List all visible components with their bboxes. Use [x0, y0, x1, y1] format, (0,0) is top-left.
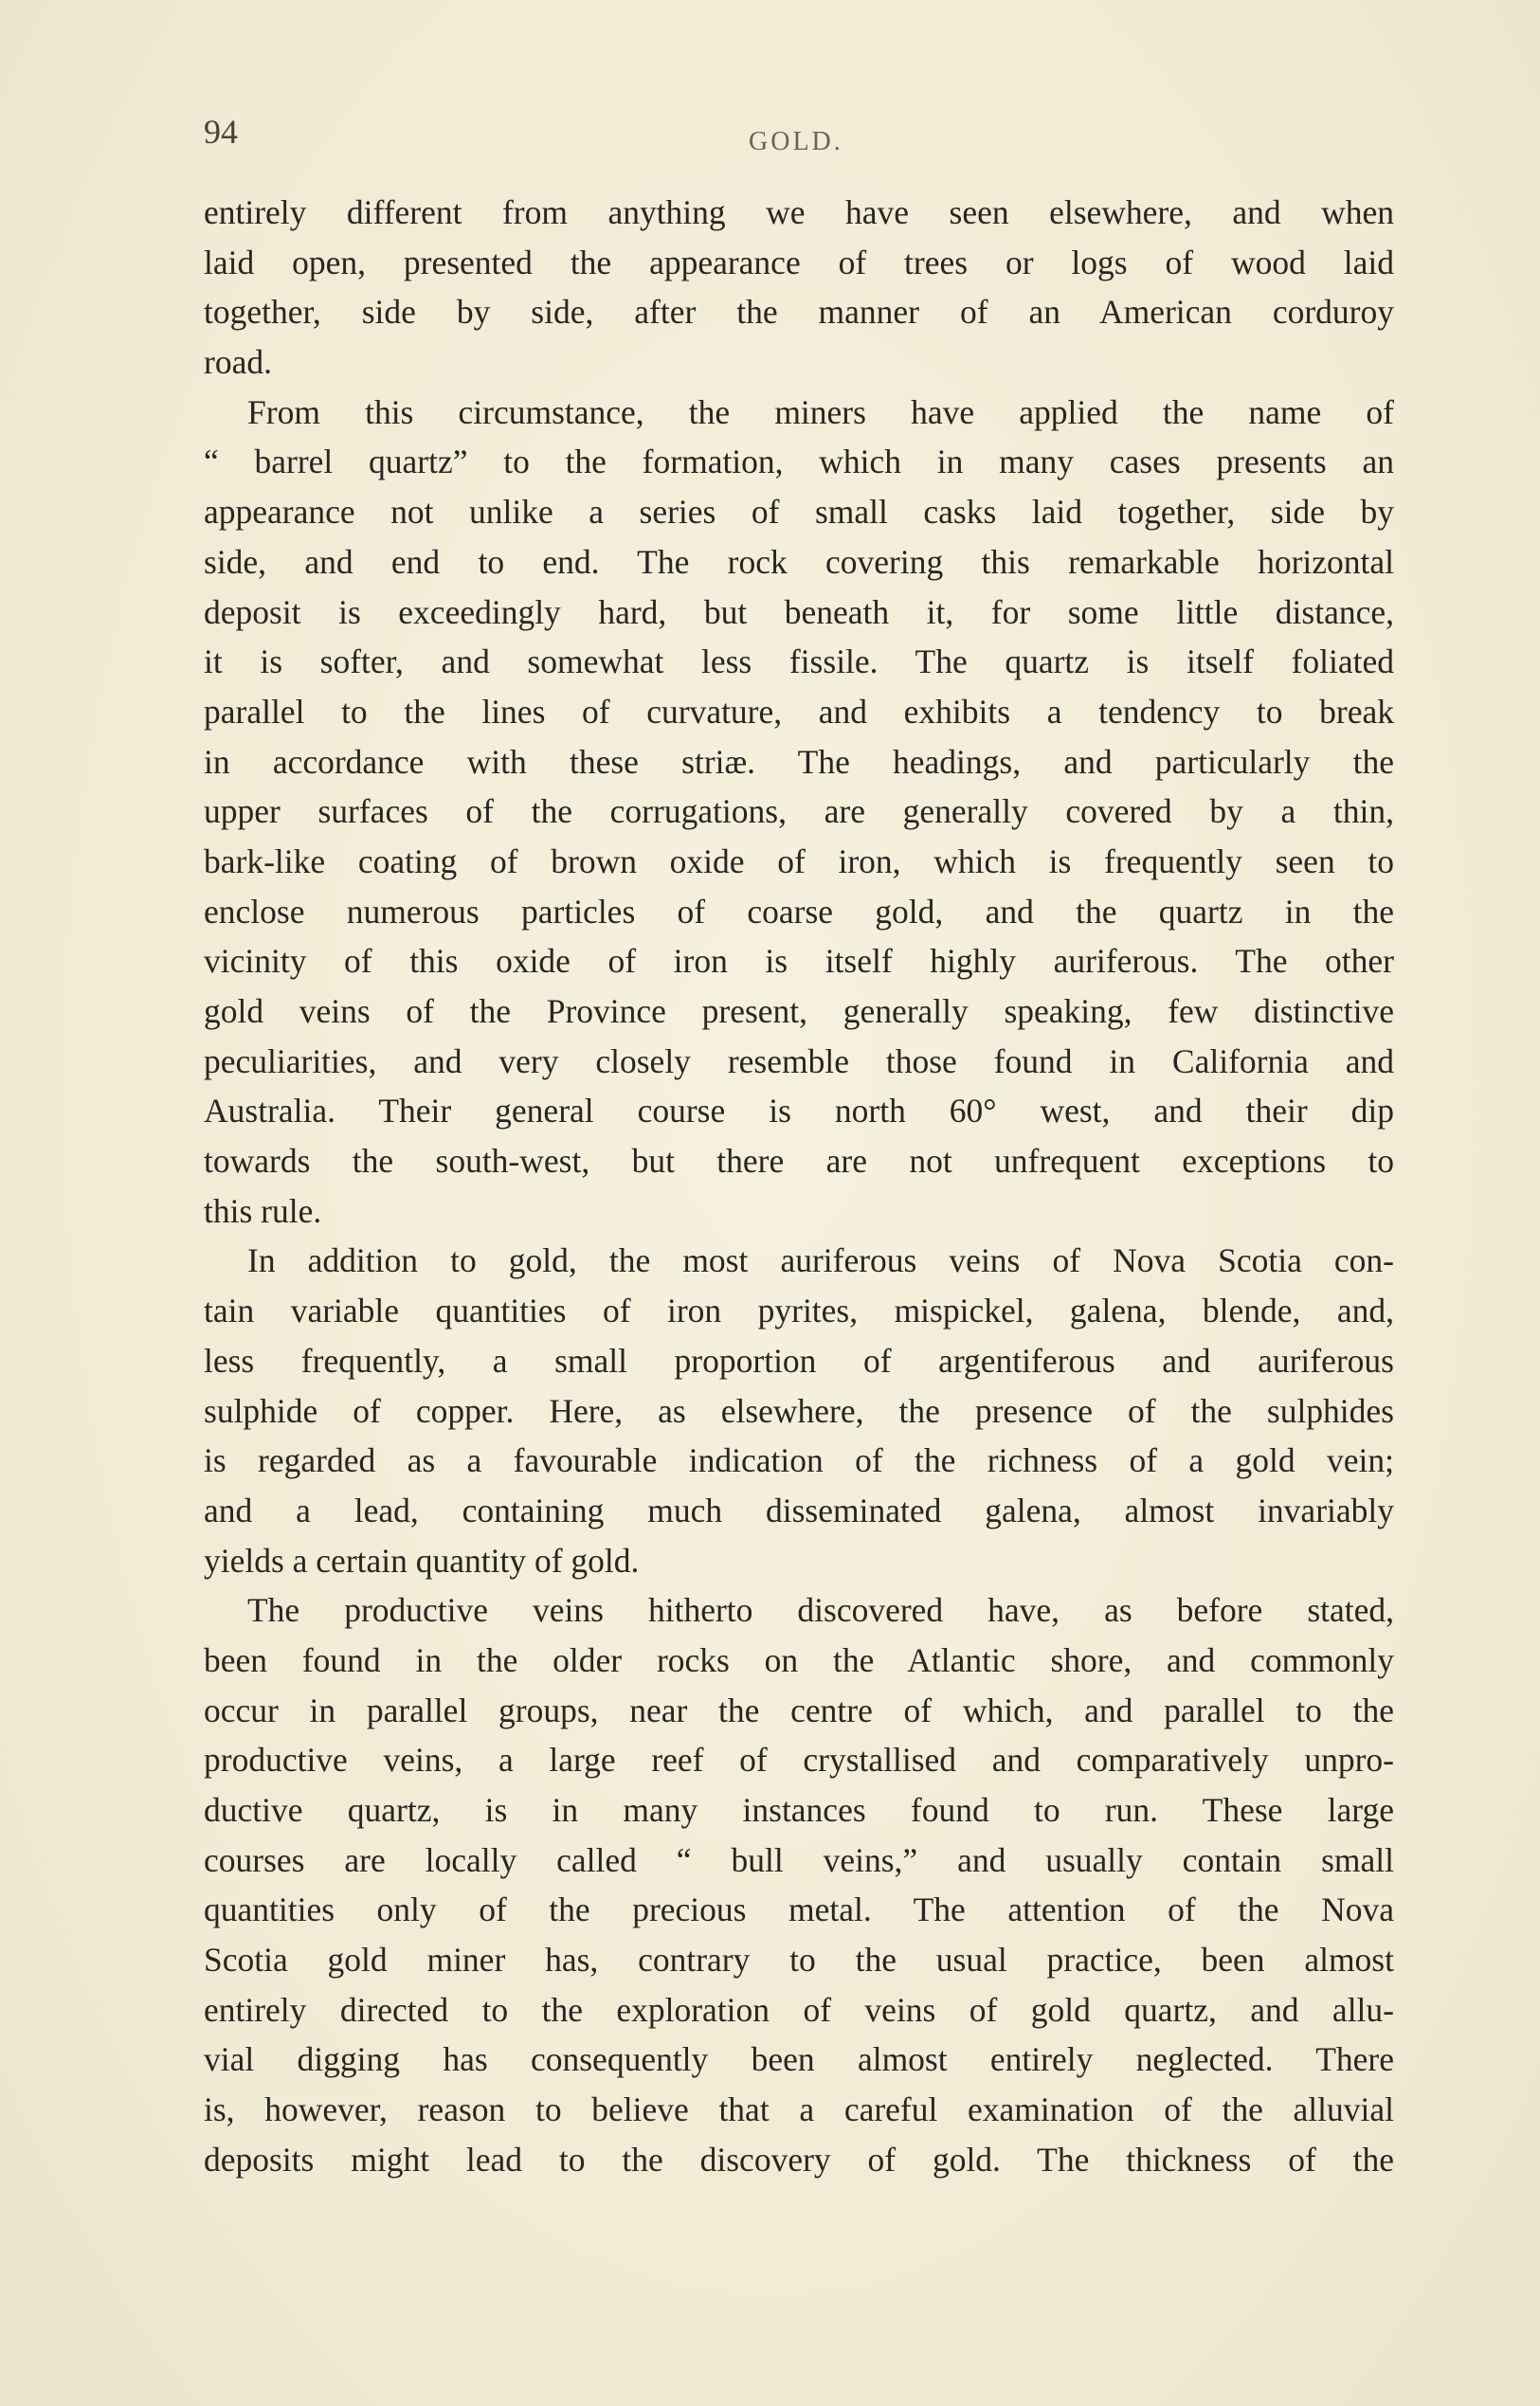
text-line: quantities only of the precious metal. The attention of the Nova — [204, 1890, 1394, 1929]
text-line: enclose numerous particles of coarse gold, and the quartz in the — [204, 892, 1394, 931]
text-line: courses are locally called “ bull veins,” and usually contain small — [204, 1840, 1394, 1879]
text-line: From this circumstance, the miners have applied the name of — [247, 392, 1394, 431]
text-line: road. — [204, 343, 272, 382]
text-line: deposit is exceedingly hard, but beneath it, for some little distance, — [204, 592, 1394, 631]
text-line: gold veins of the Province present, generally speaking, few distinctive — [204, 992, 1394, 1030]
text-line: productive veins, a large reef of crystallised and comparatively unpro- — [204, 1741, 1394, 1780]
text-line: is regarded as a favourable indication of the richness of a gold vein; — [204, 1441, 1394, 1480]
text-line: and a lead, containing much disseminated galena, almost invariably — [204, 1491, 1394, 1529]
text-line: appearance not unlike a series of small casks laid together, side by — [204, 493, 1394, 532]
text-line: Australia. Their general course is north 60° west, and their dip — [204, 1092, 1394, 1131]
text-line: In addition to gold, the most auriferous veins of Nova Scotia con- — [247, 1241, 1394, 1280]
text-line: entirely directed to the exploration of veins of gold quartz, and allu- — [204, 1990, 1394, 2029]
text-line: this rule. — [204, 1191, 322, 1230]
text-line: tain variable quantities of iron pyrites, mispickel, galena, blende, and, — [204, 1292, 1394, 1330]
text-line: entirely different from anything we have seen elsewhere, and when — [204, 193, 1394, 231]
text-line: The productive veins hitherto discovered have, as before stated, — [247, 1591, 1394, 1630]
body-text — [204, 188, 1394, 2185]
text-line: yields a certain quantity of gold. — [204, 1541, 640, 1580]
text-line: upper surfaces of the corrugations, are generally covered by a thin, — [204, 792, 1394, 831]
text-line: ductive quartz, is in many instances found to run. These large — [204, 1791, 1394, 1829]
text-line: laid open, presented the appearance of trees or logs of wood laid — [204, 243, 1394, 281]
text-line: bark-like coating of brown oxide of iron, which is frequently seen to — [204, 841, 1394, 880]
text-line: parallel to the lines of curvature, and exhibits a tendency to break — [204, 692, 1394, 731]
text-line: Scotia gold miner has, contrary to the usual practice, been almost — [204, 1941, 1394, 1980]
text-line: together, side by side, after the manner of an American corduroy — [204, 293, 1394, 332]
text-line: it is softer, and somewhat less fissile. The quartz is itself foliated — [204, 642, 1394, 681]
text-line: been found in the older rocks on the Atlantic shore, and commonly — [204, 1640, 1394, 1679]
text-line: vial digging has consequently been almost entirely neglected. There — [204, 2040, 1394, 2079]
text-line: in accordance with these striæ. The headings, and particularly the — [204, 742, 1394, 781]
text-line: side, and end to end. The rock covering this remarkable horizontal — [204, 542, 1394, 581]
running-title: GOLD. — [749, 127, 843, 156]
text-line: peculiarities, and very closely resemble those found in California and — [204, 1041, 1394, 1080]
text-line: towards the south-west, but there are not unfrequent exceptions to — [204, 1142, 1394, 1181]
text-line: vicinity of this oxide of iron is itself highly auriferous. The other — [204, 942, 1394, 981]
text-line: less frequently, a small proportion of argentiferous and auriferous — [204, 1341, 1394, 1380]
text-line: “ barrel quartz” to the formation, which in many cases presents an — [204, 443, 1394, 481]
text-line: sulphide of copper. Here, as elsewhere, the presence of the sulphides — [204, 1391, 1394, 1430]
text-line: is, however, reason to believe that a careful examination of the alluvial — [204, 2090, 1394, 2129]
text-line: occur in parallel groups, near the centre of which, and parallel to the — [204, 1691, 1394, 1729]
text-line: deposits might lead to the discovery of gold. The thickness of the — [204, 2140, 1394, 2179]
page-number: 94 — [204, 113, 238, 151]
